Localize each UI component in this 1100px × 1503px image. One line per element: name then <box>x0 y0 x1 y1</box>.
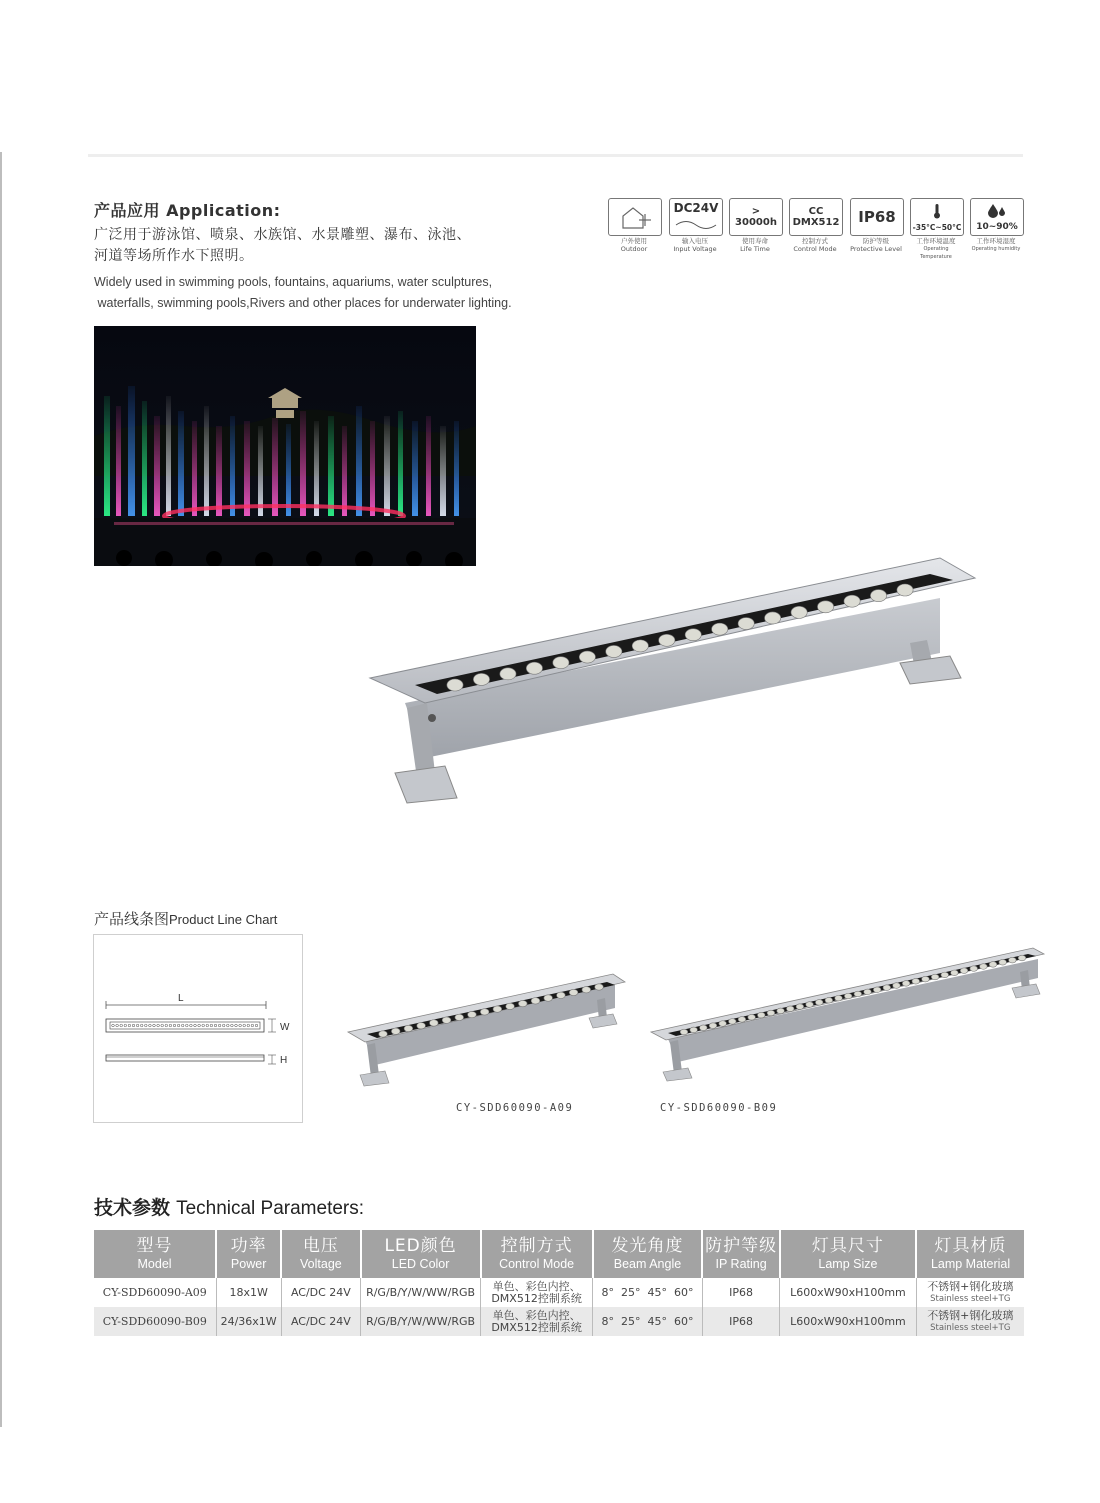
led-lens <box>531 998 540 1004</box>
header-led-color: LED颜色 LED Color <box>361 1230 481 1278</box>
drawing-led-dot <box>149 1024 152 1027</box>
drawing-led-dot <box>132 1024 135 1027</box>
dimension-drawing <box>93 934 303 1123</box>
led-lens <box>595 984 604 990</box>
drawing-led-dot <box>198 1024 201 1027</box>
header-control-mode: 控制方式 Control Mode <box>481 1230 593 1278</box>
drawing-led-dot <box>202 1024 205 1027</box>
led-lens <box>970 966 978 972</box>
led-lens <box>557 992 566 998</box>
cell-model: CY-SDD60090-A09 <box>94 1278 216 1307</box>
cell-led-color: R/G/B/Y/W/WW/RGB <box>361 1278 481 1307</box>
drawing-led-dot <box>181 1024 184 1027</box>
header-model: 型号 Model <box>94 1230 216 1278</box>
led-lens <box>606 645 622 657</box>
life-time-icon: > 30000h <box>729 198 783 236</box>
cell-voltage: AC/DC 24V <box>281 1307 360 1336</box>
led-lens <box>632 640 648 652</box>
led-lens <box>817 601 833 613</box>
cell-model: CY-SDD60090-B09 <box>94 1307 216 1336</box>
drawing-led-dot <box>227 1024 230 1027</box>
technical-parameters-table <box>94 1230 1024 1336</box>
fountain-photo <box>94 326 476 566</box>
drawing-led-dot <box>210 1024 213 1027</box>
led-lens <box>379 1031 388 1037</box>
led-lens <box>941 972 949 978</box>
dim-l-label: L <box>178 993 184 1004</box>
drawing-led-dot <box>165 1024 168 1027</box>
led-lens <box>815 1000 823 1006</box>
led-lens <box>690 1027 698 1033</box>
cell-control-mode: 单色、彩色内控、 DMX512控制系统 <box>481 1278 593 1307</box>
left-margin-rule <box>0 152 2 1427</box>
drawing-led-dot <box>140 1024 143 1027</box>
led-lens <box>873 987 881 993</box>
drawing-led-dot <box>255 1024 258 1027</box>
drawing-led-dot <box>173 1024 176 1027</box>
led-lens <box>680 1029 688 1035</box>
drawing-led-dot <box>206 1024 209 1027</box>
outdoor-caption: 户外使用 Outdoor <box>620 237 648 253</box>
drawing-led-dot <box>112 1024 115 1027</box>
led-lens <box>864 989 872 995</box>
led-lens <box>506 1003 515 1009</box>
led-lens <box>854 991 862 997</box>
header-lamp-size: 灯具尺寸 Lamp Size <box>780 1230 916 1278</box>
protective-level-icon: IP68 <box>850 198 904 236</box>
led-lens <box>417 1023 426 1029</box>
header-ip-rating: 防护等级 IP Rating <box>702 1230 779 1278</box>
led-lens <box>1018 955 1026 961</box>
cell-lamp-material: 不锈钢+钢化玻璃 Stainless steel+TG <box>916 1307 1024 1336</box>
led-lens <box>912 978 920 984</box>
led-lens <box>391 1028 400 1034</box>
dim-w-label: W <box>280 1022 290 1033</box>
drawing-led-dot <box>190 1024 193 1027</box>
led-lens <box>579 651 595 663</box>
technical-parameters-title: 技术参数 Technical Parameters: <box>94 1197 365 1219</box>
led-lens <box>931 974 939 980</box>
cell-power: 24/36x1W <box>216 1307 281 1336</box>
table-row <box>94 1307 1024 1336</box>
lamp-product-image <box>365 548 985 812</box>
led-lens <box>786 1006 794 1012</box>
led-lens <box>404 1025 413 1031</box>
led-lens <box>922 976 930 982</box>
cell-ip-rating: IP68 <box>702 1278 779 1307</box>
led-lens <box>729 1019 737 1025</box>
led-lens <box>500 668 516 680</box>
table-row <box>94 1278 1024 1307</box>
drawing-led-dot <box>247 1024 250 1027</box>
drawing-led-dot <box>243 1024 246 1027</box>
led-lens <box>791 606 807 618</box>
cell-lamp-size: L600xW90xH100mm <box>780 1278 916 1307</box>
drawing-led-dot <box>231 1024 234 1027</box>
led-lens <box>685 629 701 641</box>
led-lens <box>844 595 860 607</box>
led-lens <box>480 1009 489 1015</box>
led-lens <box>709 1023 717 1029</box>
drawing-led-dot <box>239 1024 242 1027</box>
cell-power: 18x1W <box>216 1278 281 1307</box>
led-lens <box>493 1006 502 1012</box>
cell-control-mode: 单色、彩色内控、 DMX512控制系统 <box>481 1307 593 1336</box>
led-lens <box>765 612 781 624</box>
led-lens <box>767 1010 775 1016</box>
drawing-led-dot <box>177 1024 180 1027</box>
drawing-led-dot <box>128 1024 131 1027</box>
led-lens <box>1009 957 1017 963</box>
led-lens <box>544 995 553 1001</box>
drawing-led-dot <box>218 1024 221 1027</box>
led-lens <box>835 995 843 1001</box>
led-lens <box>757 1012 765 1018</box>
cell-lamp-material: 不锈钢+钢化玻璃 Stainless steel+TG <box>927 1279 1014 1304</box>
cell-led-color: R/G/B/Y/W/WW/RGB <box>361 1307 481 1336</box>
drawing-led-dot <box>145 1024 148 1027</box>
led-lens <box>748 1014 756 1020</box>
led-lens <box>719 1021 727 1027</box>
model-a09-image <box>345 970 630 1094</box>
water-drops-icon <box>985 202 1009 218</box>
led-lens <box>447 679 463 691</box>
led-lens <box>526 662 542 674</box>
led-lens <box>569 989 578 995</box>
operating-humidity-icon: 10~90% <box>970 198 1024 236</box>
drawing-led-dot <box>120 1024 123 1027</box>
drawing-led-dot <box>153 1024 156 1027</box>
led-lens <box>738 618 754 630</box>
model-b09-image <box>648 944 1048 1088</box>
header-lamp-material: 灯具材质 Lamp Material <box>916 1230 1024 1278</box>
led-lens <box>518 1000 527 1006</box>
model-a09-caption: CY-SDD60090-A09 <box>456 1102 574 1114</box>
drawing-led-dot <box>161 1024 164 1027</box>
cell-beam-angle: 8° 25° 45° 60° <box>593 1278 703 1307</box>
table-header-row <box>94 1230 1024 1278</box>
led-lens <box>442 1017 451 1023</box>
operating-temperature-caption: 工作环境温度 Operating Temperature <box>916 237 956 260</box>
led-lens <box>582 987 591 993</box>
led-lens <box>455 1014 464 1020</box>
led-lens <box>951 970 959 976</box>
cell-ip-rating: IP68 <box>702 1307 779 1336</box>
feature-icons <box>608 198 1028 258</box>
life-time-caption: 使用寿命 Life Time <box>740 237 770 253</box>
drawing-led-dot <box>116 1024 119 1027</box>
header-beam-angle: 发光角度 Beam Angle <box>593 1230 703 1278</box>
drawing-led-dot <box>157 1024 160 1027</box>
outdoor-icon <box>608 198 662 236</box>
led-lens <box>844 993 852 999</box>
header-voltage: 电压 Voltage <box>281 1230 360 1278</box>
operating-humidity-caption: 工作环境湿度 Operating humidity <box>971 237 1021 252</box>
led-lens <box>777 1008 785 1014</box>
led-lens <box>712 623 728 635</box>
drawing-led-dot <box>214 1024 217 1027</box>
protective-level-caption: 防护等级 Protective Level <box>850 237 902 253</box>
drawing-led-dot <box>222 1024 225 1027</box>
input-voltage-icon: DC24V <box>669 198 723 236</box>
led-lens <box>796 1004 804 1010</box>
drawing-led-dot <box>186 1024 189 1027</box>
model-b09-caption: CY-SDD60090-B09 <box>660 1102 778 1114</box>
led-lens <box>989 962 997 968</box>
operating-temperature-icon: -35°C~50°C <box>910 198 964 236</box>
cell-voltage: AC/DC 24V <box>281 1278 360 1307</box>
drawing-led-dot <box>235 1024 238 1027</box>
application-description-cn: 广泛用于游泳馆、喷泉、水族馆、水景雕塑、瀑布、泳池、 河道等场所作水下照明。 <box>94 227 471 264</box>
led-lens <box>999 959 1007 965</box>
led-lens <box>473 673 489 685</box>
drawing-led-dot <box>169 1024 172 1027</box>
led-lens <box>883 985 891 991</box>
led-lens <box>468 1011 477 1017</box>
led-lens <box>553 657 569 669</box>
led-lens <box>806 1002 814 1008</box>
application-title: 产品应用 Application: <box>94 201 281 220</box>
drawing-led-dot <box>136 1024 139 1027</box>
led-lens <box>825 997 833 1003</box>
led-lens <box>960 968 968 974</box>
led-lens <box>430 1020 439 1026</box>
drawing-led-dot <box>251 1024 254 1027</box>
application-description-en: Widely used in swimming pools, fountains, aquariums, water sculptures, waterfalls, swimming pools,Rivers and other places for underwater lighting. <box>94 275 512 310</box>
led-lens <box>902 981 910 987</box>
thermometer-icon <box>932 203 942 219</box>
led-lens <box>897 584 913 596</box>
led-lens <box>870 590 886 602</box>
control-mode-caption: 控制方式 Control Mode <box>793 237 837 253</box>
header-power: 功率 Power <box>216 1230 281 1278</box>
cell-lamp-size: L600xW90xH100mm <box>780 1307 916 1336</box>
led-lens <box>659 634 675 646</box>
led-lens <box>738 1017 746 1023</box>
input-voltage-caption: 输入电压 Input Voltage <box>673 237 717 253</box>
led-lens <box>700 1025 708 1031</box>
dim-h-label: H <box>280 1055 288 1066</box>
drawing-led-dot <box>124 1024 127 1027</box>
control-mode-icon: CC DMX512 <box>789 198 843 236</box>
top-divider <box>88 154 1023 157</box>
led-lens <box>893 983 901 989</box>
led-lens <box>980 964 988 970</box>
drawing-led-dot <box>194 1024 197 1027</box>
cell-beam-angle: 8° 25° 45° 60° <box>593 1307 703 1336</box>
product-line-chart-title: 产品线条图Product Line Chart <box>94 910 278 928</box>
